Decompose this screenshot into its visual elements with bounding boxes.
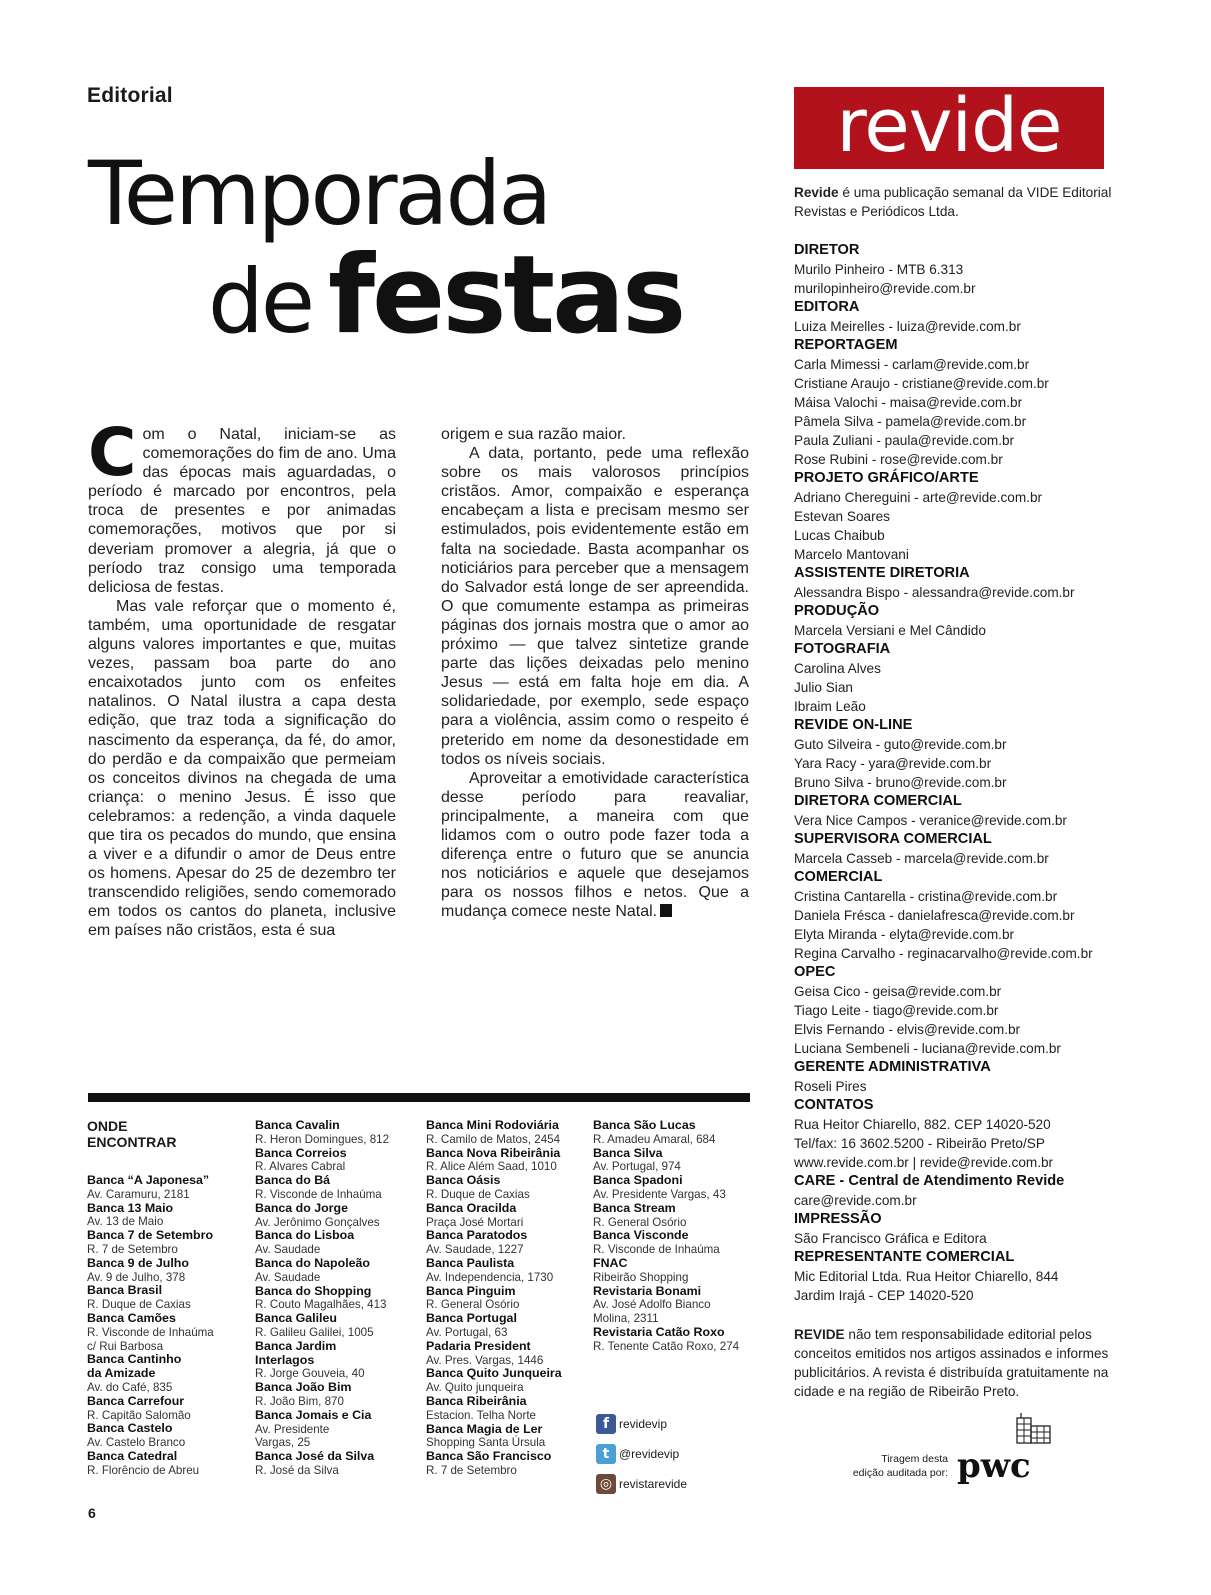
revide-logo: revide [794,87,1104,169]
masthead-line: Bruno Silva - bruno@revide.com.br [794,775,1007,790]
masthead-line: Pâmela Silva - pamela@revide.com.br [794,414,1027,429]
banca-address: R. Galileu Galilei, 1005 [255,1325,374,1339]
masthead-line: Yara Racy - yara@revide.com.br [794,756,992,771]
masthead-heading: FOTOGRAFIA [794,641,891,657]
paragraph-4-text: Aproveitar a emotividade característica desse período para reavaliar, principalmente, a maneira com que lidamos com o outro pode fazer toda a diferença entre o futuro que se anuncia nos noticiários e aquele que desejamos para os nossos filhos e netos. Que a mudança comece neste Natal. [441,769,749,921]
banca-address: Av. Pres. Vargas, 1446 [426,1353,544,1367]
masthead-line: Estevan Soares [794,509,890,524]
banca-name: Banca Galileu [255,1311,337,1326]
banca-name: Banca Cavalin [255,1118,340,1132]
banca-name: Banca Visconde [593,1228,689,1243]
banca-address: R. Duque de Caxias [426,1187,530,1201]
banca-address: R. Camilo de Matos, 2454 [426,1132,561,1146]
masthead-line: Cristina Cantarella - cristina@revide.com.br [794,889,1058,904]
banca-address: Vargas, 25 [255,1436,311,1450]
masthead-heading: CONTATOS [794,1097,874,1113]
banca-name: da Amizade [87,1366,156,1381]
banca-name: Banca Nova Ribeirânia [426,1145,561,1160]
masthead-line: Mic Editorial Ltda. Rua Heitor Chiarello, 844 [794,1269,1059,1284]
masthead-heading: DIRETORA COMERCIAL [794,793,962,809]
intro-text: é uma publicação semanal da VIDE Editorial Revistas e Periódicos Ltda. [794,185,1112,219]
title-line-2 [208,233,684,358]
banca-address: Shopping Santa Úrsula [426,1436,546,1450]
bancas-column-1 [87,1174,247,1478]
banca-address: Praça José Mortari [426,1215,524,1229]
masthead-heading: GERENTE ADMINISTRATIVA [794,1059,991,1075]
banca-name: Interlagos [255,1352,315,1367]
masthead-line: Rose Rubini - rose@revide.com.br [794,452,1003,467]
banca-address: Molina, 2311 [593,1312,659,1326]
banca-name: Banca do Lisboa [255,1228,355,1243]
masthead-line: Carolina Alves [794,661,881,676]
disclaimer-brand: REVIDE [794,1327,845,1342]
section-label: Editorial [87,84,173,107]
banca-address: Av. Saudade, 1227 [426,1243,524,1257]
intro-brand: Revide [794,185,839,200]
banca-address: R. Tenente Catão Roxo, 274 [593,1339,740,1353]
masthead-heading: SUPERVISORA COMERCIAL [794,831,992,847]
banca-address: Av. Presidente [255,1422,330,1436]
masthead-line: Daniela Frésca - danielafresca@revide.com.br [794,908,1075,923]
instagram-icon: ◎ [596,1474,616,1494]
banca-address: Av. Portugal, 974 [593,1160,681,1174]
title-light-word: de [208,250,312,353]
title-line-1: Temporada [88,142,550,245]
banca-address: R. Amadeu Amaral, 684 [593,1132,716,1146]
facebook-handle: revidevip [619,1416,668,1431]
banca-name: Banca Castelo [87,1421,173,1436]
banca-name: Padaria President [426,1338,531,1353]
banca-address: Av. do Café, 835 [87,1380,173,1394]
pwc-logo: pwc [957,1446,1031,1486]
bancas-column-2 [255,1119,420,1478]
banca-name: Banca Portugal [426,1311,517,1326]
paragraph-2: Mas vale reforçar que o momento é, também, uma oportunidade de resgatar alguns valores importantes e que, muitas vezes, passam boa parte do ano encaixotados junto com os enfeites natalinos. O Natal ilustra a capa desta edição, que traz toda a significação do nascimento da esperança, da fé, do amor, do perdão e da compaixão que permeiam os conceitos divinos na chegada de uma criança: o menino Jesus. É isso que celebramos: a redenção, a vinda daquele que tira os pecados do mundo, que ensina a viver e a difundir o amor de Deus entre os homens. Apesar do 25 de dezembro ter transcendido religiões, sendo comemorado em todos os cantos do planeta, inclusive em países não cristãos, esta é sua [88,597,396,940]
masthead-heading: PROJETO GRÁFICO/ARTE [794,470,979,486]
facebook-icon: f [596,1414,616,1434]
masthead-line: Jardim Irajá - CEP 14020-520 [794,1288,974,1303]
masthead-line: Carla Mimessi - carlam@revide.com.br [794,357,1030,372]
onde-line-2: ENCONTRAR [87,1134,177,1150]
disclaimer [794,1325,1134,1401]
banca-name: Banca “A Japonesa” [87,1173,210,1187]
banca-address: R. José da Silva [255,1463,339,1477]
masthead-line: Lucas Chaibub [794,528,885,543]
banca-address: Av. Castelo Branco [87,1436,186,1450]
building-icon [1016,1412,1052,1444]
masthead-heading: PRODUÇÃO [794,603,880,619]
banca-name: Banca Ribeirânia [426,1393,527,1408]
banca-address: R. Heron Domingues, 812 [255,1132,390,1146]
masthead-line: care@revide.com.br [794,1193,917,1208]
masthead-line: Elvis Fernando - elvis@revide.com.br [794,1022,1021,1037]
masthead-heading: CARE - Central de Atendimento Revide [794,1173,1065,1189]
banca-name: Banca João Bim [255,1380,352,1395]
banca-address: R. Capitão Salomão [87,1408,191,1422]
instagram-link[interactable] [596,1469,687,1499]
banca-name: Revistaria Bonami [593,1283,702,1298]
banca-address: R. 7 de Setembro [426,1463,517,1477]
masthead-heading: OPEC [794,964,836,980]
banca-address: R. Visconde de Inhaúma [593,1243,720,1257]
banca-name: Banca Mini Rodoviária [426,1118,559,1132]
instagram-handle: revistarevide [619,1476,688,1491]
banca-name: Banca Catedral [87,1448,178,1463]
banca-address: Av. 9 de Julho, 378 [87,1270,186,1284]
banca-address: Av. Jerônimo Gonçalves [255,1215,380,1229]
masthead-line: Tel/fax: 16 3602.5200 - Ribeirão Preto/SP [794,1136,1045,1151]
masthead-line: Luciana Sembeneli - luciana@revide.com.br [794,1041,1061,1056]
audit-note [848,1452,948,1480]
onde-encontrar-heading [87,1118,176,1150]
banca-name: Banca 7 de Setembro [87,1228,214,1243]
banca-name: Banca José da Silva [255,1449,375,1464]
banca-address: Av. Independencia, 1730 [426,1270,554,1284]
banca-address: R. General Osório [593,1215,687,1229]
banca-name: Banca Correios [255,1145,347,1160]
end-mark-icon [660,904,672,917]
banca-address: Av. Portugal, 63 [426,1325,508,1339]
masthead-line: Elyta Miranda - elyta@revide.com.br [794,927,1015,942]
masthead-line: www.revide.com.br | revide@revide.com.br [794,1155,1054,1170]
masthead-line: murilopinheiro@revide.com.br [794,281,976,296]
bancas-column-3 [426,1119,591,1478]
masthead-line: Cristiane Araujo - cristiane@revide.com.br [794,376,1049,391]
twitter-handle: @revidevip [619,1446,680,1461]
masthead-line: Marcelo Mantovani [794,547,909,562]
banca-address: Estacion. Telha Norte [426,1408,536,1422]
masthead-line: Geisa Cico - geisa@revide.com.br [794,984,1002,999]
banca-address: Av. Saudade [255,1243,321,1257]
article-column-1 [88,414,396,941]
banca-address: Av. 13 de Maio [87,1215,164,1229]
masthead [794,183,1134,1401]
banca-name: Banca Oracilda [426,1200,517,1215]
banca-address: c/ Rui Barbosa [87,1339,164,1353]
banca-name: Banca Spadoni [593,1173,683,1188]
banca-address: Av. Saudade [255,1270,321,1284]
banca-name: Banca do Bá [255,1173,331,1188]
bancas-column-4 [593,1119,753,1354]
banca-name: Banca Brasil [87,1283,163,1298]
masthead-line: Luiza Meirelles - luiza@revide.com.br [794,319,1021,334]
banca-address: R. 7 de Setembro [87,1242,178,1256]
banca-name: Banca Paulista [426,1255,515,1270]
banca-name: Banca 9 de Julho [87,1255,189,1270]
masthead-line: Ibraim Leão [794,699,866,714]
masthead-heading: REVIDE ON-LINE [794,717,913,733]
masthead-line: Vera Nice Campos - veranice@revide.com.br [794,813,1067,828]
banca-name: Banca Oásis [426,1173,501,1188]
masthead-line: Adriano Chereguini - arte@revide.com.br [794,490,1043,505]
banca-name: Banca Carrefour [87,1393,185,1408]
banca-address: R. Couto Magalhães, 413 [255,1298,387,1312]
masthead-line: Regina Carvalho - reginacarvalho@revide.com.br [794,946,1093,961]
masthead-heading: COMERCIAL [794,869,883,885]
banca-name: Banca do Shopping [255,1283,372,1298]
banca-name: Banca do Napoleão [255,1255,370,1270]
banca-address: R. Jorge Gouveia, 40 [255,1367,365,1381]
banca-address: R. Visconde de Inhaúma [87,1325,214,1339]
page-number: 6 [88,1505,96,1521]
masthead-heading: REPRESENTANTE COMERCIAL [794,1249,1015,1265]
masthead-line: Alessandra Bispo - alessandra@revide.com.br [794,585,1075,600]
paragraph-1-text: om o Natal, iniciam-se as comemorações do fim de ano. Uma das épocas mais aguardadas, o período é marcado por encontros, pela troca de presentes e por animadas comemorações, motivos que por si deveriam promover a alegria, já que o período traz consigo uma temporada deliciosa de festas. [88,426,396,596]
facebook-link[interactable] [596,1409,687,1439]
paragraph-1 [88,414,396,597]
masthead-heading: DIRETOR [794,242,860,258]
banca-name: Banca Magia de Ler [426,1421,543,1436]
banca-name: Banca Silva [593,1145,663,1160]
masthead-sections [794,241,1134,1305]
banca-address: R. Florêncio de Abreu [87,1463,200,1477]
masthead-heading: REPORTAGEM [794,337,898,353]
banca-address: Ribeirão Shopping [593,1270,689,1284]
banca-name: Banca Jardim [255,1338,337,1353]
banca-address: R. Duque de Caxias [87,1298,191,1312]
banca-name: Banca Pinguim [426,1283,516,1298]
banca-address: R. João Bim, 870 [255,1394,344,1408]
article-column-2 [441,425,749,921]
masthead-line: Murilo Pinheiro - MTB 6.313 [794,262,964,277]
masthead-line: Rua Heitor Chiarello, 882. CEP 14020-520 [794,1117,1051,1132]
banca-address: R. Visconde de Inhaúma [255,1187,382,1201]
banca-address: R. Alice Além Saad, 1010 [426,1160,557,1174]
masthead-line: Julio Sian [794,680,853,695]
social-links [596,1409,687,1499]
banca-name: Revistaria Catão Roxo [593,1324,725,1339]
audit-line-2: edição auditada por: [852,1467,948,1479]
section-divider [88,1093,750,1102]
banca-address: Av. Presidente Vargas, 43 [593,1187,726,1201]
banca-name: Banca Stream [593,1200,676,1215]
masthead-heading: EDITORA [794,299,860,315]
masthead-line: Paula Zuliani - paula@revide.com.br [794,433,1015,448]
audit-line-1: Tiragem desta [881,1453,948,1465]
banca-name: Banca do Jorge [255,1200,348,1215]
paragraph-4 [441,769,749,922]
banca-address: Av. José Adolfo Bianco [593,1298,711,1312]
banca-address: Av. Caramuru, 2181 [87,1187,190,1201]
banca-name: FNAC [593,1255,628,1270]
masthead-line: Máisa Valochi - maisa@revide.com.br [794,395,1023,410]
paragraph-2-continued: origem e sua razão maior. [441,426,626,443]
banca-name: Banca Paratodos [426,1228,528,1243]
article-title [88,142,684,358]
title-bold-word: festas [328,233,684,358]
masthead-line: São Francisco Gráfica e Editora [794,1231,987,1246]
banca-address: R. Alvares Cabral [255,1160,346,1174]
banca-name: Banca Camões [87,1310,176,1325]
masthead-heading: IMPRESSÃO [794,1211,882,1227]
onde-line-1: ONDE [87,1118,128,1134]
masthead-line: Marcela Versiani e Mel Cândido [794,623,986,638]
paragraph-3: A data, portanto, pede uma reflexão sobre os mais valorosos princípios cristãos. Amor, compaixão e esperança encabeçam a lista e precisam mesmo ser estimulados, pois evidentemente estão em falta na sociedade. Basta acompanhar os noticiários para perceber que a mensagem do Salvador está longe de ser apreendida. O que comumente estampa as primeiras páginas dos jornais mostra que o amor ao próximo — que talvez sintetize grande parte das lições deixadas pelo menino Jesus — está em falta hoje em dia. A solidariedade, por exemplo, sede espaço para a violência, assim como o respeito é preterido em nome da desonestidade em todos os níveis sociais. [441,445,749,768]
twitter-icon: t [596,1444,616,1464]
twitter-link[interactable] [596,1439,687,1469]
masthead-line: Marcela Casseb - marcela@revide.com.br [794,851,1049,866]
banca-name: Banca 13 Maio [87,1200,174,1215]
banca-name: Banca São Francisco [426,1449,552,1464]
banca-name: Banca Cantinho [87,1352,182,1367]
banca-name: Banca Jomais e Cia [255,1407,372,1422]
masthead-line: Guto Silveira - guto@revide.com.br [794,737,1007,752]
drop-cap: C [88,414,137,491]
masthead-line: Tiago Leite - tiago@revide.com.br [794,1003,999,1018]
masthead-heading: ASSISTENTE DIRETORIA [794,565,970,581]
banca-address: Av. Quito junqueira [426,1381,524,1395]
banca-name: Banca São Lucas [593,1118,696,1132]
banca-address: R. General Osório [426,1298,520,1312]
masthead-intro [794,183,1134,221]
banca-name: Banca Quito Junqueira [426,1366,562,1381]
disclaimer-text: não tem responsabilidade editorial pelos conceitos emitidos nos artigos assinados e informes publicitários. A revista é distribuída gratuitamente na cidade e na região de Ribeirão Preto. [794,1327,1109,1399]
masthead-line: Roseli Pires [794,1079,867,1094]
